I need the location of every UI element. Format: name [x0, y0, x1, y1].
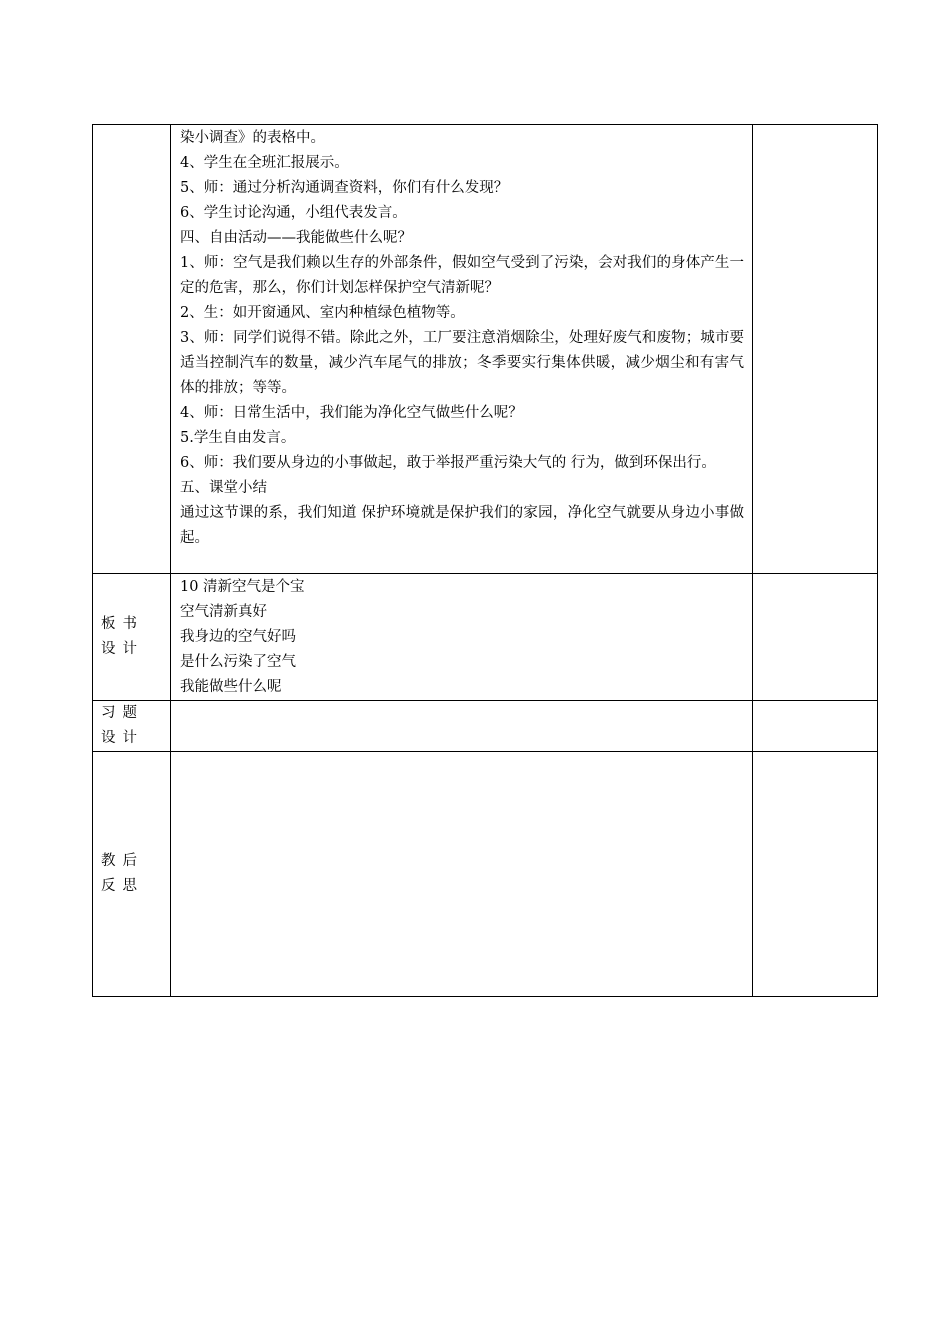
content-line: 6、师：我们要从身边的小事做起，敢于举报严重污染大气的 行为，做到环保出行。 — [180, 455, 716, 471]
exercise-design-label: 习题设计 — [101, 705, 144, 746]
reflection-label-cell — [93, 752, 171, 997]
board-design-notes-cell — [753, 574, 878, 701]
lesson-plan-table — [92, 124, 878, 997]
content-line: 4、师：日常生活中，我们能为净化空气做些什么呢？ — [180, 405, 523, 421]
board-line: 是什么污染了空气 — [180, 654, 296, 670]
board-design-label-cell — [93, 574, 171, 701]
reflection-row — [93, 752, 878, 997]
board-design-content-cell — [171, 574, 753, 701]
section-heading: 五、课堂小结 — [180, 480, 267, 496]
content-line: 6、学生讨论沟通，小组代表发言。 — [180, 205, 407, 221]
content-line: 1、师：空气是我们赖以生存的外部条件，假如空气受到了污染，会对我们的身体产生一定的危害，那么，你们计划怎样保护空气清新呢？ — [180, 255, 744, 296]
teaching-process-content-cell — [171, 125, 753, 574]
exercise-design-content-cell — [171, 701, 753, 752]
board-design-label: 板书设计 — [101, 616, 144, 657]
exercise-design-row — [93, 701, 878, 752]
teaching-process-row — [93, 125, 878, 574]
content-line: 染小调查》的表格中。 — [180, 130, 325, 146]
teaching-process-label-cell — [93, 125, 171, 574]
reflection-label: 教后反思 — [101, 853, 144, 894]
teaching-process-notes-cell — [753, 125, 878, 574]
board-line: 我能做些什么呢 — [180, 679, 282, 695]
board-design-content — [171, 574, 752, 700]
content-line: 3、师：同学们说得不错。除此之外，工厂要注意消烟除尘，处理好废气和废物；城市要适当控制汽车的数量，减少汽车尾气的排放；冬季要实行集体供暖，减少烟尘和有害气体的排放；等等。 — [180, 330, 744, 396]
section-heading: 四、自由活动——我能做些什么呢？ — [180, 230, 412, 246]
content-line: 4、学生在全班汇报展示。 — [180, 155, 349, 171]
content-line: 通过这节课的系，我们知道 保护环境就是保护我们的家园，净化空气就要从身边小事做起。 — [180, 505, 744, 546]
reflection-content-cell — [171, 752, 753, 997]
board-design-row — [93, 574, 878, 701]
content-line: 5.学生自由发言。 — [180, 430, 296, 446]
board-line: 空气清新真好 — [180, 604, 267, 620]
content-line: 2、生：如开窗通风、室内种植绿色植物等。 — [180, 305, 465, 321]
board-line: 10 清新空气是个宝 — [180, 579, 305, 595]
board-line: 我身边的空气好吗 — [180, 629, 296, 645]
content-line: 5、师：通过分析沟通调查资料，你们有什么发现？ — [180, 180, 509, 196]
exercise-design-label-cell — [93, 701, 171, 752]
reflection-notes-cell — [753, 752, 878, 997]
exercise-design-notes-cell — [753, 701, 878, 752]
teaching-process-content — [171, 125, 752, 551]
